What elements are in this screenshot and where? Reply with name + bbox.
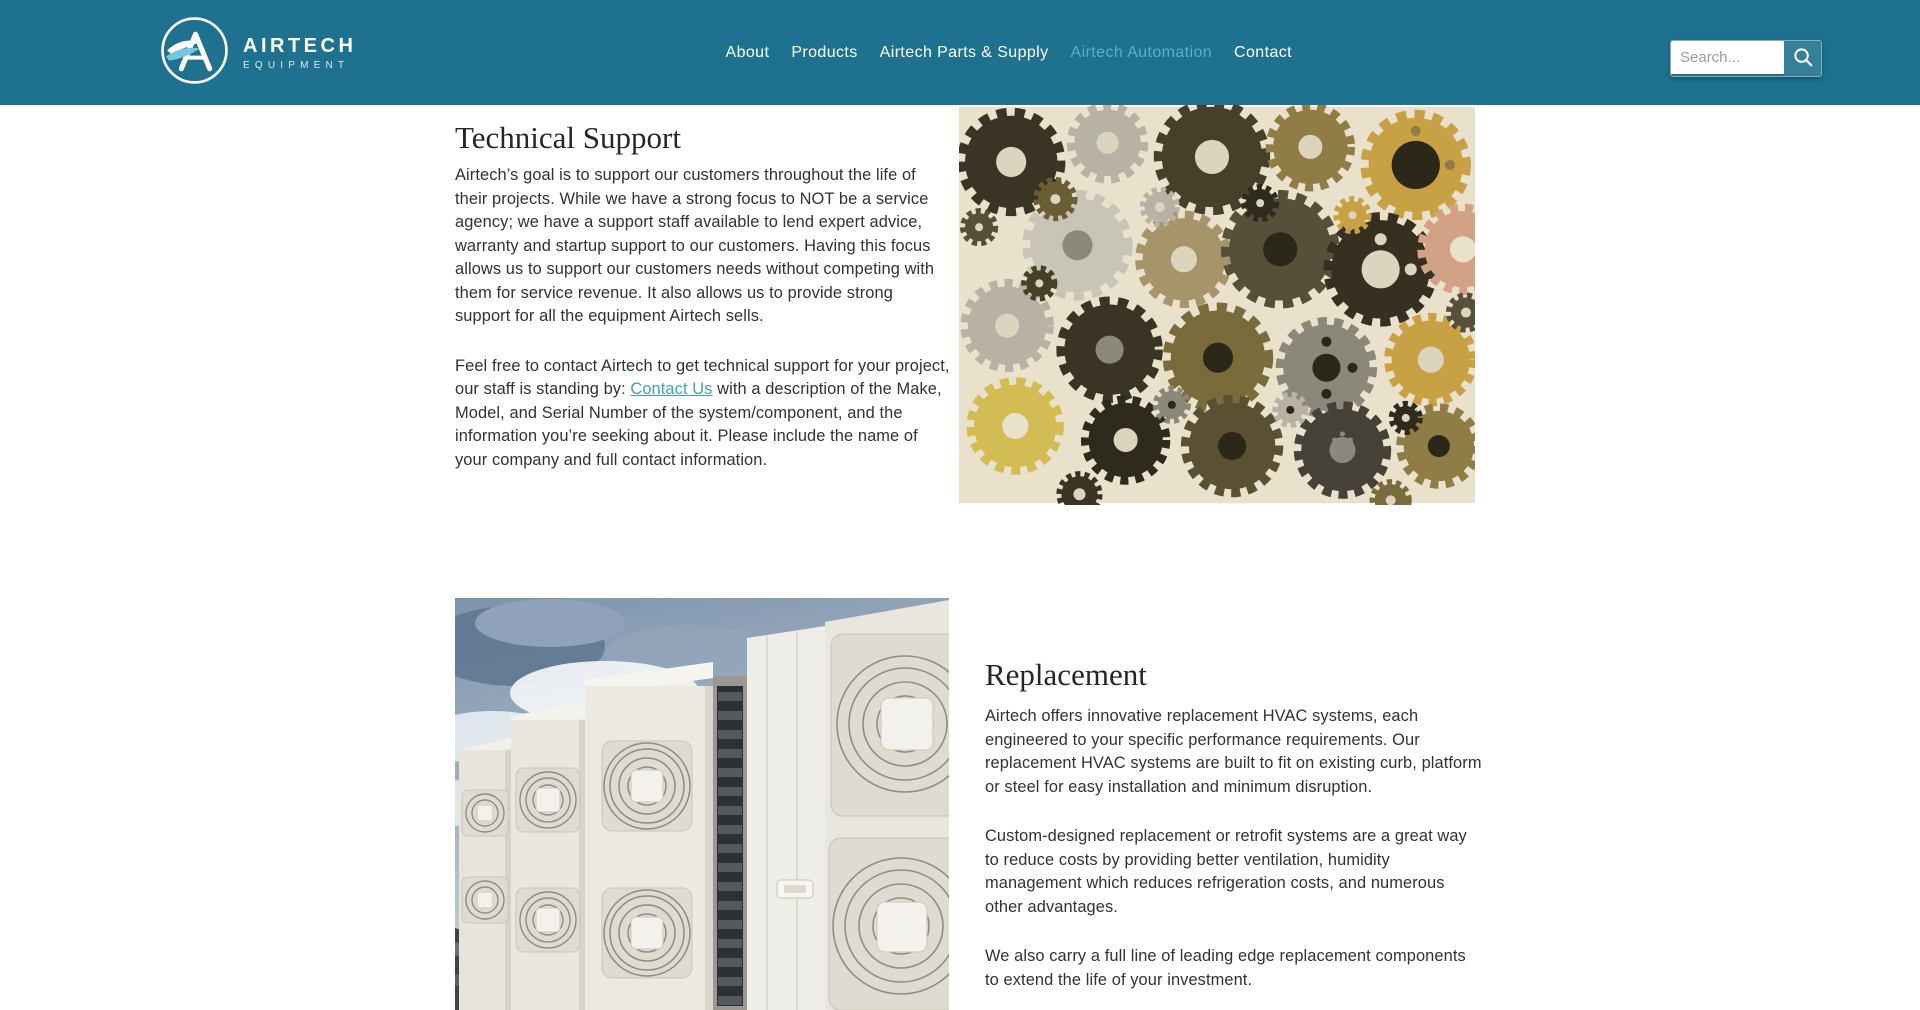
contact-us-link[interactable]: Contact Us: [630, 380, 713, 398]
replacement-paragraph-2: Custom-designed replacement or retrofit systems are a great way to reduce costs by providing better ventilation, humidity management which reduces refrigeration costs, and numerous other advantages.: [985, 827, 1467, 916]
hvac-units-image: [455, 598, 949, 1010]
main-nav: [724, 40, 1294, 66]
tech-p2-after: with a description of the Make, Model, and Serial Number of the system/component, and the information you’re seeking about it. Please include the name of your company and full contact information.: [455, 380, 942, 469]
tech-p2-before: Feel free to contact Airtech to get technical support for your project, our staff is standing by:: [455, 356, 950, 398]
replacement-paragraph-3: We also carry a full line of leading edge replacement components to extend the life of your investment.: [985, 947, 1466, 989]
gears-image: [959, 105, 1475, 505]
technical-support-paragraph-1: Airtech’s goal is to support our customers throughout the life of their projects. While we have a strong focus to NOT be a service agency; we have a support staff available to lend expert advice, warranty and startup support to our customers. Having this focus allows us to support our customers needs without competing with them for service revenue. It also allows us to provide strong support for all the equipment Airtech sells.: [455, 166, 935, 325]
replacement-heading: Replacement: [985, 657, 1147, 692]
replacement-paragraph-1: Airtech offers innovative replacement HVAC systems, each engineered to your specific performance requirements. Our replacement HVAC systems are built to fit on existing curb, platform or steel for easy installation and minimum disruption.: [985, 707, 1482, 796]
nav-item-about[interactable]: About: [725, 43, 770, 61]
logo-subtitle: EQUIPMENT: [243, 59, 350, 71]
nav-item-airtech-automation[interactable]: Airtech Automation: [1070, 43, 1213, 61]
airtech-logo[interactable]: [159, 15, 356, 91]
search-input[interactable]: [1671, 41, 1784, 74]
technical-support-paragraph-2: [455, 355, 952, 473]
nav-item-contact[interactable]: Contact: [1234, 43, 1292, 61]
logo-wordmark: [243, 35, 356, 71]
site-search: [1670, 40, 1822, 77]
search-button[interactable]: [1784, 41, 1821, 76]
logo-title: AIRTECH: [243, 34, 357, 57]
nav-item-products[interactable]: Products: [791, 43, 858, 61]
technical-support-copy: [455, 164, 952, 498]
search-icon: [1793, 47, 1813, 70]
replacement-copy: [985, 705, 1482, 1010]
airtech-logo-icon: [159, 15, 230, 91]
technical-support-heading: Technical Support: [455, 120, 681, 155]
nav-item-airtech-parts-supply[interactable]: Airtech Parts & Supply: [879, 43, 1049, 61]
site-header: [0, 0, 1920, 105]
